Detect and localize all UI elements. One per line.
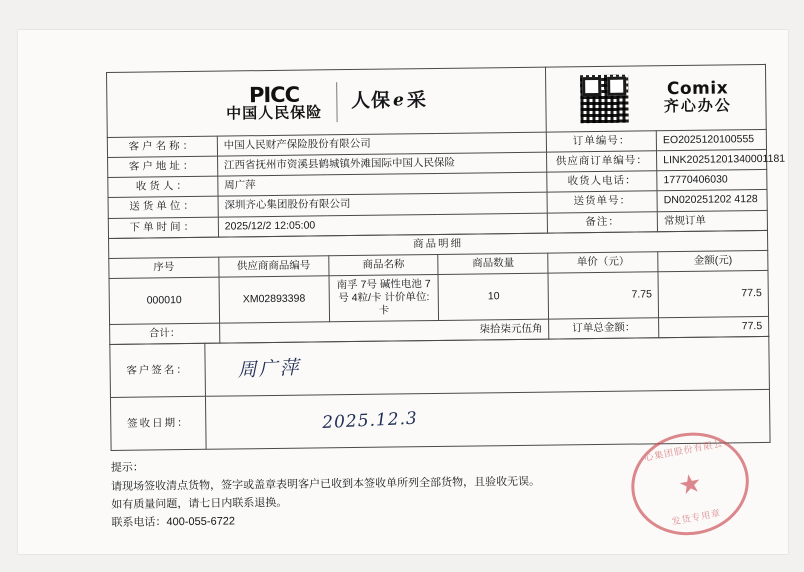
brand-left-cell <box>107 67 547 137</box>
label-remark: 备注： <box>548 211 658 232</box>
header-table <box>106 64 786 239</box>
renbao-prefix: 人保 <box>350 90 392 113</box>
label-receiver: 收货人： <box>108 176 218 197</box>
renbao-ecai-logo <box>351 89 427 114</box>
value-receiver-phone: 17770406030 <box>657 170 767 191</box>
renbao-suffix: 采 <box>406 90 428 112</box>
order-total-value: 77.5 <box>659 317 769 338</box>
brand-right-cell <box>546 64 766 132</box>
label-order-no: 订单编号： <box>547 131 657 152</box>
total-in-words: 柒拾柒元伍角 <box>219 319 549 343</box>
label-customer-signature: 客户签名： <box>110 344 206 398</box>
col-header-amount: 金额(元) <box>658 250 768 271</box>
cell-price: 7.75 <box>548 272 658 320</box>
label-customer-name: 客户名称： <box>107 136 217 157</box>
comix-logo <box>663 80 731 116</box>
picc-logo <box>226 83 322 122</box>
qr-code-icon <box>580 75 629 124</box>
table-row <box>109 270 769 324</box>
cell-amount: 77.5 <box>658 270 768 318</box>
col-header-sku: 供应商商品编号 <box>219 256 329 277</box>
picc-chinese-text: 中国人民保险 <box>226 104 323 123</box>
col-header-index: 序号 <box>109 257 219 278</box>
label-receiver-phone: 收货人电话： <box>547 171 657 192</box>
notes-line-2: 如有质量问题，请七日内联系退换。 <box>111 496 288 511</box>
cell-qty: 10 <box>438 273 548 321</box>
value-delivery-no: DN020251202 4128 <box>657 190 767 211</box>
order-total-label: 订单总金额： <box>549 318 659 339</box>
label-supplier-order-no: 供应商订单编号： <box>547 151 657 172</box>
delivery-receipt <box>106 64 786 532</box>
cell-name: 南孚 7号 碱性电池 7号 4粒/卡 计价单位:卡 <box>329 274 439 322</box>
label-customer-address: 客户地址： <box>108 156 218 177</box>
value-order-no: EO2025120100555 <box>656 129 766 150</box>
picc-latin-text: PICC <box>248 82 300 108</box>
brand-row <box>107 64 767 137</box>
value-receiver: 周广萍 <box>218 172 548 196</box>
signature-name-row <box>110 337 770 398</box>
customer-signature-field[interactable] <box>205 337 770 397</box>
star-icon: ★ <box>675 466 705 501</box>
col-header-name: 商品名称 <box>328 254 438 275</box>
e-letter-icon: e <box>393 90 406 111</box>
value-customer-address: 江西省抚州市资溪县鹤城镇外滩国际中国人民保险 <box>217 152 547 176</box>
value-supplier-order-no: LINK20251201340001181 <box>657 150 767 171</box>
label-sign-date: 签收日期： <box>110 397 206 451</box>
value-customer-name: 中国人民财产保险股份有限公司 <box>217 132 547 156</box>
notes-title: 提示： <box>110 461 144 475</box>
label-delivery-unit: 送货单位： <box>108 197 218 218</box>
value-delivery-unit: 深圳齐心集团股份有限公司 <box>218 192 548 216</box>
comix-chinese-text: 齐心办公 <box>663 97 732 116</box>
goods-detail-table <box>108 230 769 346</box>
handwritten-date: 2025.12.3 <box>321 408 419 433</box>
cell-index: 000010 <box>109 277 219 325</box>
goods-detail-title: 商品明细 <box>109 230 768 258</box>
value-remark: 常规订单 <box>657 210 767 231</box>
paper-sheet <box>18 30 788 554</box>
cell-sku: XM02893398 <box>219 276 329 324</box>
col-header-qty: 商品数量 <box>438 253 548 274</box>
notes-line-1: 请现场签收清点货物，签字或盖章表明客户已收到本签收单所列全部货物，且验收无误。 <box>110 475 541 493</box>
handwritten-signature: 周广萍 <box>237 356 302 382</box>
value-order-time: 2025/12/2 12:05:00 <box>218 213 548 237</box>
brand-divider <box>336 82 337 122</box>
col-header-price: 单价（元） <box>548 252 658 273</box>
seal-bottom-text: 发货专用章 <box>670 507 722 527</box>
total-label: 合计： <box>110 323 220 344</box>
label-order-time: 下单时间： <box>108 217 218 238</box>
comix-latin-text: Comix <box>666 78 729 100</box>
notes-line-3: 联系电话：400-055-6722 <box>111 515 236 529</box>
label-delivery-no: 送货单号： <box>547 191 657 212</box>
signature-table <box>109 336 770 451</box>
seal-top-text: 齐心集团股份有限公司 <box>633 436 734 465</box>
